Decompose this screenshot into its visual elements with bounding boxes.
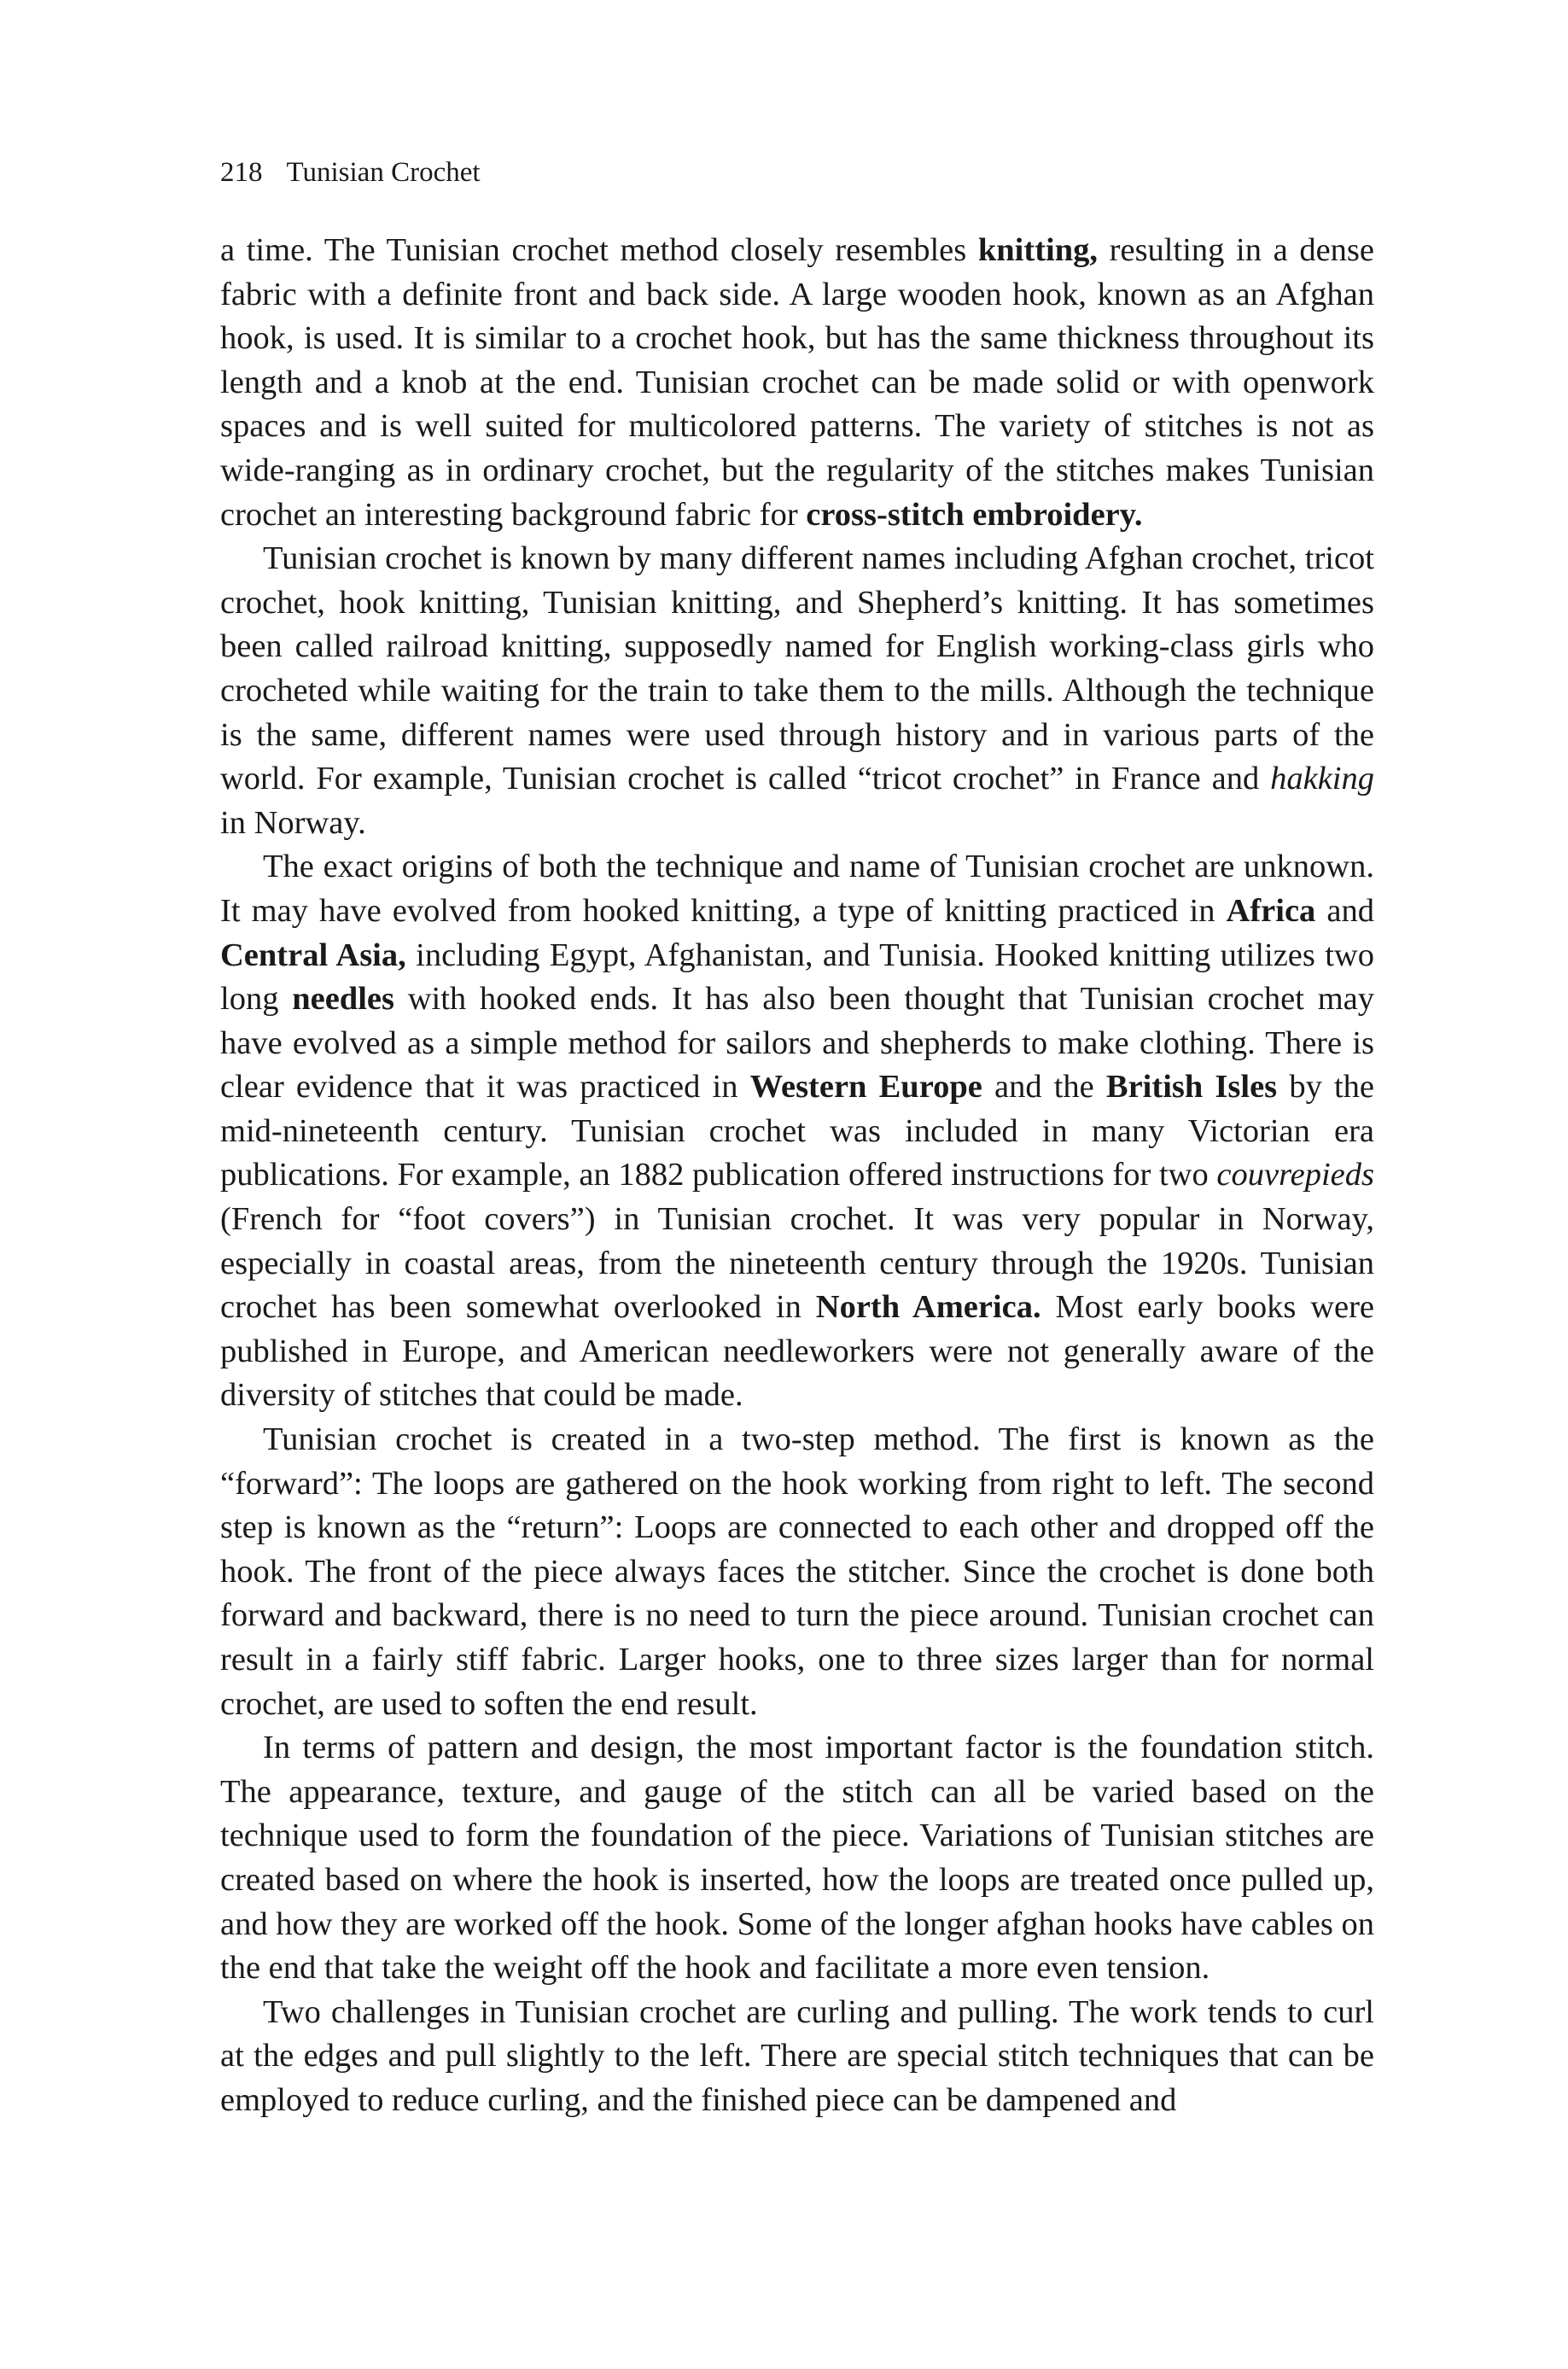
paragraph	[220, 537, 1374, 845]
text-run: resulting in a dense fabric with a definite front and back side. A large wooden hook, known as an Afghan hook, is used. It is similar to a crochet hook, but has the same thickness throughout its length and a knob at the end. Tunisian crochet can be made solid or with openwork spaces and is well suited for multicolored patterns. The variety of stitches is not as wide-ranging as in ordinary crochet, but the regularity of the stitches makes Tunisian crochet an interesting background fabric for	[220, 232, 1374, 533]
bold-term: British Isles	[1105, 1069, 1278, 1106]
running-head	[220, 154, 481, 191]
italic-term: hakking	[1270, 761, 1374, 797]
bold-term: Africa	[1226, 892, 1316, 929]
text-run: Two challenges in Tunisian crochet are curling and pulling. The work tends to curl at the edges and pull slightly to the left. There are special stitch techniques that can be employed to reduce curling, and the finished piece can be dampened and	[220, 1993, 1374, 2118]
paragraph	[220, 1418, 1374, 1726]
bold-term: Western Europe	[749, 1069, 982, 1106]
paragraph	[220, 1991, 1374, 2123]
italic-term: couvrepieds	[1216, 1157, 1374, 1193]
bold-term: North America.	[815, 1289, 1041, 1326]
text-run: Tunisian crochet is known by many different names including Afghan crochet, tricot crochet, hook knitting, Tunisian knitting, and Shepherd’s knitting. It has sometimes been called railroad knitting, supposedly named for English working-class girls who crocheted while waiting for the train to take them to the mills. Although the technique is the same, different names were used through history and in various parts of the world. For example, Tunisian crochet is called “tricot crochet” in France and	[220, 540, 1374, 797]
paragraph	[220, 229, 1374, 537]
page-number: 218	[220, 157, 263, 188]
body-text	[220, 229, 1374, 2123]
text-run: and the	[982, 1069, 1106, 1106]
text-run: (French for “foot covers”) in Tunisian crochet. It was very popular in Norway, especially in coastal areas, from the nineteenth century through the 1920s. Tunisian crochet has been somewhat overlooked in	[220, 1201, 1374, 1326]
paragraph	[220, 845, 1374, 1418]
text-run: with hooked ends. It has also been thought that Tunisian crochet may have evolved as a simple method for sailors and shepherds to make clothing. There is clear evidence that it was practiced in	[220, 981, 1374, 1106]
text-run: including Egypt, Afghanistan, and Tunisia. Hooked knitting utilizes two long	[220, 937, 1374, 1018]
text-run: Tunisian crochet is created in a two-step method. The first is known as the “forward”: The loops are gathered on the hook working from right to left. The second step is known as the “return”: Loops are connected to each other and dropped off the hook. The front of the piece always faces the stitcher. Since the crochet is done both forward and backward, there is no need to turn the piece around. Tunisian crochet can result in a fairly stiff fabric. Larger hooks, one to three sizes larger than for normal crochet, are used to soften the end result.	[220, 1421, 1374, 1722]
text-run: and	[1315, 892, 1374, 929]
paragraph	[220, 1726, 1374, 1991]
text-run: Most early books were published in Europe, and American needleworkers were not generally aware of the diversity of stitches that could be made.	[220, 1289, 1375, 1414]
bold-term: needles	[292, 981, 394, 1018]
bold-term: Central Asia,	[220, 937, 406, 973]
bold-term: knitting,	[977, 232, 1099, 268]
text-run: by the mid-nineteenth century. Tunisian crochet was included in many Victorian era publications. For example, an 1882 publication offered instructions for two	[220, 1069, 1374, 1193]
running-title: Tunisian Crochet	[286, 157, 481, 188]
text-run: a time. The Tunisian crochet method closely resembles	[220, 232, 978, 268]
text-run: In terms of pattern and design, the most important factor is the foundation stitch. The appearance, texture, and gauge of the stitch can all be varied based on the technique used to form the foundation of the piece. Variations of Tunisian stitches are created based on where the hook is inserted, how the loops are treated once pulled up, and how they are worked off the hook. Some of the longer afghan hooks have cables on the end that take the weight off the hook and facilitate a more even tension.	[220, 1730, 1374, 1987]
bold-term: cross-stitch embroidery.	[806, 496, 1143, 533]
text-run: in Norway.	[220, 804, 366, 841]
text-run: The exact origins of both the technique and name of Tunisian crochet are unknown. It may have evolved from hooked knitting, a type of knitting practiced in	[220, 849, 1374, 929]
